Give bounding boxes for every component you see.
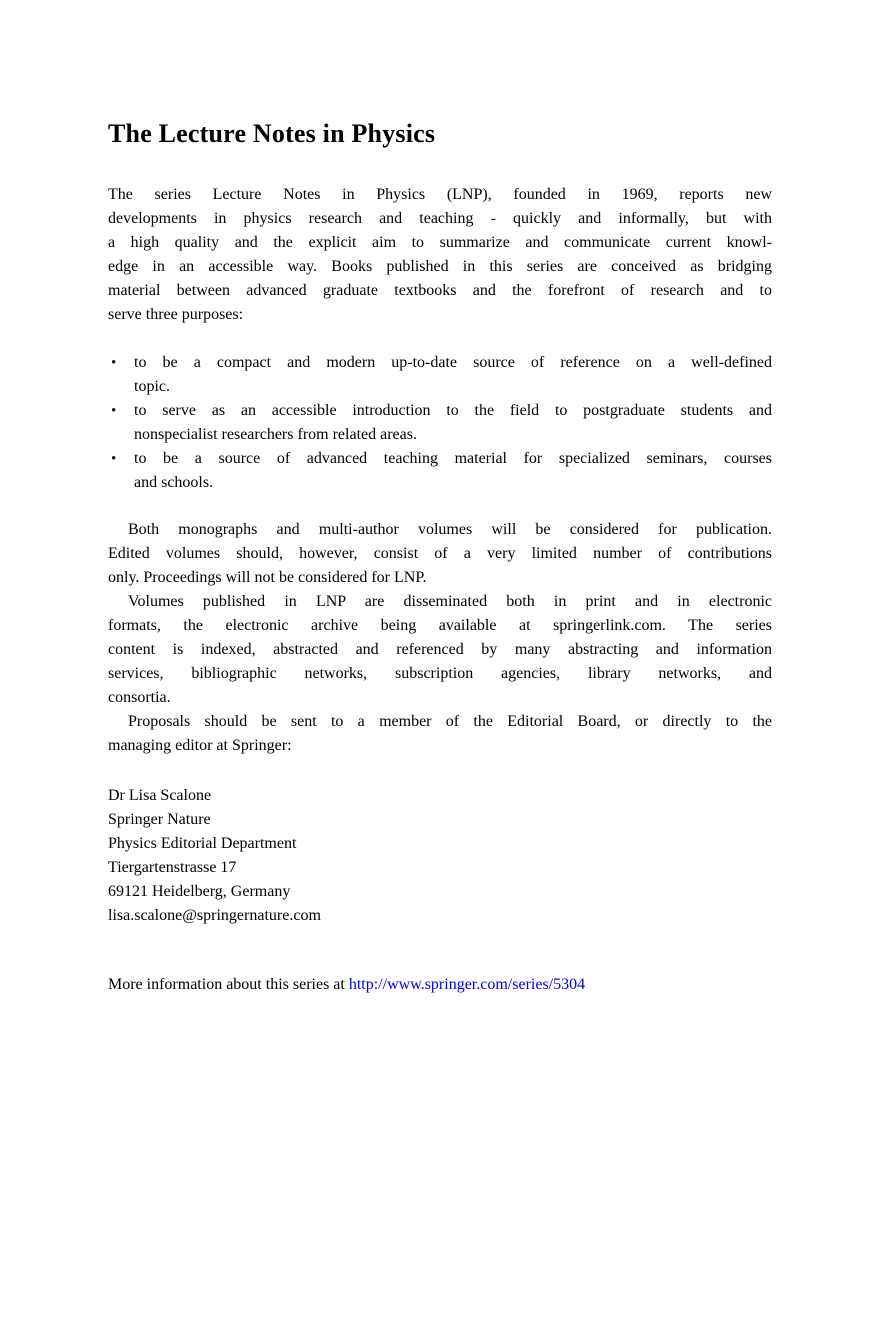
- bullet-item-accessible-introduction: [108, 399, 772, 447]
- contact-name: Dr Lisa Scalone: [108, 787, 212, 804]
- bullet-icon: •: [111, 355, 117, 371]
- paragraph-line: Volumes published in LNP are disseminated both in print and in electronic: [128, 593, 772, 610]
- dissemination-paragraph: [108, 590, 772, 710]
- managing-editor-address-block: [108, 784, 772, 928]
- proposals-paragraph: [108, 710, 772, 758]
- text-column: [108, 118, 772, 997]
- more-information-line: [108, 973, 772, 997]
- bullet-line: nonspecialist researchers from related areas.: [134, 426, 417, 443]
- more-information-text: More information about this series at: [108, 976, 349, 993]
- intro-line: material between advanced graduate textbooks and the forefront of research and to: [108, 282, 772, 299]
- paragraph-line: only. Proceedings will not be considered for LNP.: [108, 569, 427, 586]
- contact-company: Springer Nature: [108, 811, 211, 828]
- contact-department: Physics Editorial Department: [108, 835, 297, 852]
- bullet-line: and schools.: [134, 474, 214, 491]
- paragraph-line: services, bibliographic networks, subscription agencies, library networks, and: [108, 665, 772, 682]
- series-url-link[interactable]: http://www.springer.com/series/5304: [348, 976, 586, 993]
- intro-line: The series Lecture Notes in Physics (LNP), founded in 1969, reports new: [108, 186, 772, 203]
- intro-line: edge in an accessible way. Books published in this series are conceived as bridging: [108, 258, 772, 275]
- purpose-bullet-list: [108, 351, 772, 495]
- paragraph-line: managing editor at Springer:: [108, 737, 292, 754]
- paragraph-line: consortia.: [108, 689, 171, 706]
- contact-street: Tiergartenstrasse 17: [108, 859, 237, 876]
- paragraph-line: content is indexed, abstracted and referenced by many abstracting and information: [108, 641, 772, 658]
- intro-line: a high quality and the explicit aim to summarize and communicate current knowl-: [108, 234, 772, 251]
- paragraph-line: Both monographs and multi-author volumes will be considered for publication.: [128, 521, 772, 538]
- series-intro-paragraph: [108, 183, 772, 327]
- paragraph-line: Edited volumes should, however, consist of a very limited number of contributions: [108, 545, 772, 562]
- bullet-line: topic.: [134, 378, 170, 395]
- bullet-line: to be a source of advanced teaching material for specialized seminars, courses: [134, 450, 772, 467]
- bullet-line: to serve as an accessible introduction to the field to postgraduate students and: [134, 402, 772, 419]
- page-title: The Lecture Notes in Physics: [108, 119, 436, 148]
- bullet-item-advanced-teaching: [108, 447, 772, 495]
- bullet-icon: •: [111, 451, 117, 467]
- publication-policy-paragraph: [108, 518, 772, 590]
- bullet-item-compact-reference: [108, 351, 772, 399]
- bullet-icon: •: [111, 403, 117, 419]
- contact-city: 69121 Heidelberg, Germany: [108, 883, 291, 900]
- intro-line: developments in physics research and teaching - quickly and informally, but with: [108, 210, 772, 227]
- paragraph-line: Proposals should be sent to a member of the Editorial Board, or directly to the: [128, 713, 772, 730]
- contact-email: lisa.scalone@springernature.com: [108, 907, 321, 924]
- intro-line: serve three purposes:: [108, 306, 244, 323]
- bullet-line: to be a compact and modern up-to-date source of reference on a well-defined: [134, 354, 772, 371]
- paragraph-line: formats, the electronic archive being available at springerlink.com. The series: [108, 617, 772, 634]
